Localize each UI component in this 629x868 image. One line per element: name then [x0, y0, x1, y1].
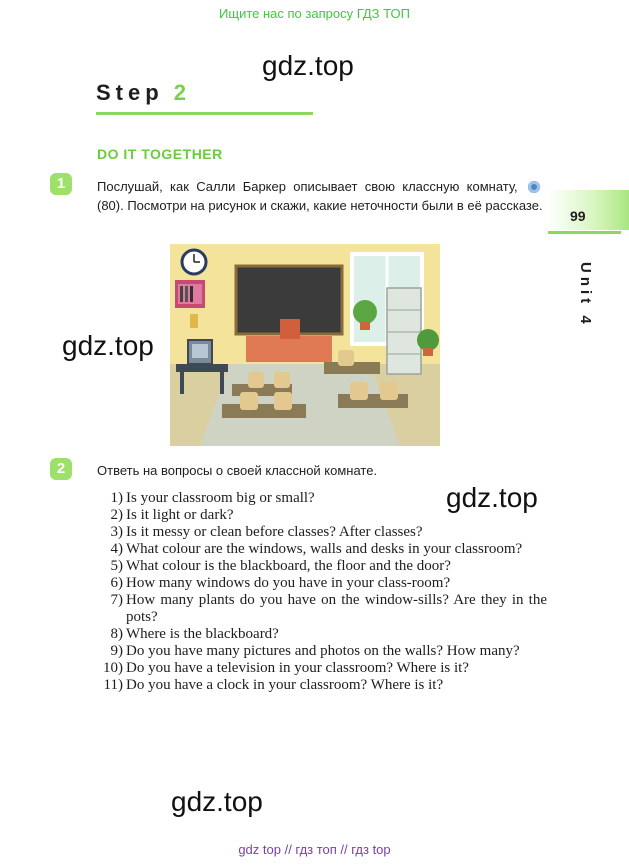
question-item [97, 592, 547, 626]
question-number: 5) [110, 558, 123, 574]
question-text: What colour are the windows, walls and desks in your classroom? [126, 541, 523, 557]
question-number: 2) [110, 507, 123, 523]
question-text: Is your classroom big or small? [126, 490, 315, 506]
question-item [97, 558, 547, 575]
exercise-2-instruction: Ответь на вопросы о своей классной комнате. [97, 463, 378, 478]
classroom-illustration [170, 244, 440, 446]
question-number: 7) [110, 592, 123, 608]
question-text: Do you have many pictures and photos on the walls? How many? [126, 643, 520, 659]
shelf-cabinet [387, 288, 421, 374]
question-item [97, 524, 547, 541]
top-banner[interactable]: Ищите нас по запросу ГДЗ ТОП [219, 6, 410, 21]
exercise-1-text-before: Послушай, как Салли Баркер описывает свою классную комнату, [97, 179, 518, 194]
question-number: 4) [110, 541, 123, 557]
question-item [97, 507, 547, 524]
step-number: 2 [173, 80, 191, 105]
question-item [97, 677, 547, 694]
question-text: Do you have a clock in your classroom? Where is it? [126, 677, 444, 693]
watermark: gdz.top [171, 786, 263, 817]
exercise-1-badge: 1 [50, 173, 72, 195]
exercise-2-badge: 2 [50, 458, 72, 480]
question-text: Is it messy or clean before classes? After classes? [126, 524, 423, 540]
unit-label: Unit 4 [577, 262, 594, 328]
question-text: How many windows do you have in your class-room? [126, 575, 451, 591]
question-number: 3) [110, 524, 123, 540]
question-text: Where is the blackboard? [126, 626, 279, 642]
question-text: Is it light or dark? [126, 507, 234, 523]
footer-links[interactable]: gdz top // гдз топ // гдз top [238, 842, 391, 857]
question-item [97, 660, 547, 677]
question-item [97, 490, 547, 507]
question-item [97, 575, 547, 592]
question-number: 8) [110, 626, 123, 642]
exercise-1-text-after: (80). Посмотри на рисунок и скажи, какие неточности были в её рассказе. [97, 198, 543, 213]
exercise-1-instruction [97, 177, 543, 215]
question-number: 6) [110, 575, 123, 591]
page-side-tab [548, 190, 629, 230]
side-rule [548, 231, 621, 234]
question-item [97, 541, 547, 558]
question-item [97, 626, 547, 643]
question-item [97, 643, 547, 660]
wall-shelf [175, 280, 205, 308]
question-text: Do you have a television in your classroom? Where is it? [126, 660, 469, 676]
step-underline [96, 112, 313, 115]
television-icon [188, 340, 212, 364]
question-number: 11) [103, 677, 123, 693]
watermark: gdz.top [62, 330, 154, 361]
question-text: How many plants do you have on the window-sills? Are they in the pots? [126, 592, 547, 625]
watermark: gdz.top [262, 50, 354, 81]
question-number: 9) [110, 643, 123, 659]
cd-disc-icon[interactable] [528, 181, 540, 193]
step-word: Step [96, 80, 164, 105]
question-text: What colour is the blackboard, the floor and the door? [126, 558, 451, 574]
question-number: 1) [110, 490, 123, 506]
section-heading: DO IT TOGETHER [97, 146, 223, 162]
step-title [96, 80, 191, 106]
question-list [97, 490, 547, 694]
watermark: gdz.top [446, 482, 538, 513]
clock-icon [182, 250, 206, 274]
question-number: 10) [103, 660, 123, 676]
page-number: 99 [570, 208, 586, 224]
